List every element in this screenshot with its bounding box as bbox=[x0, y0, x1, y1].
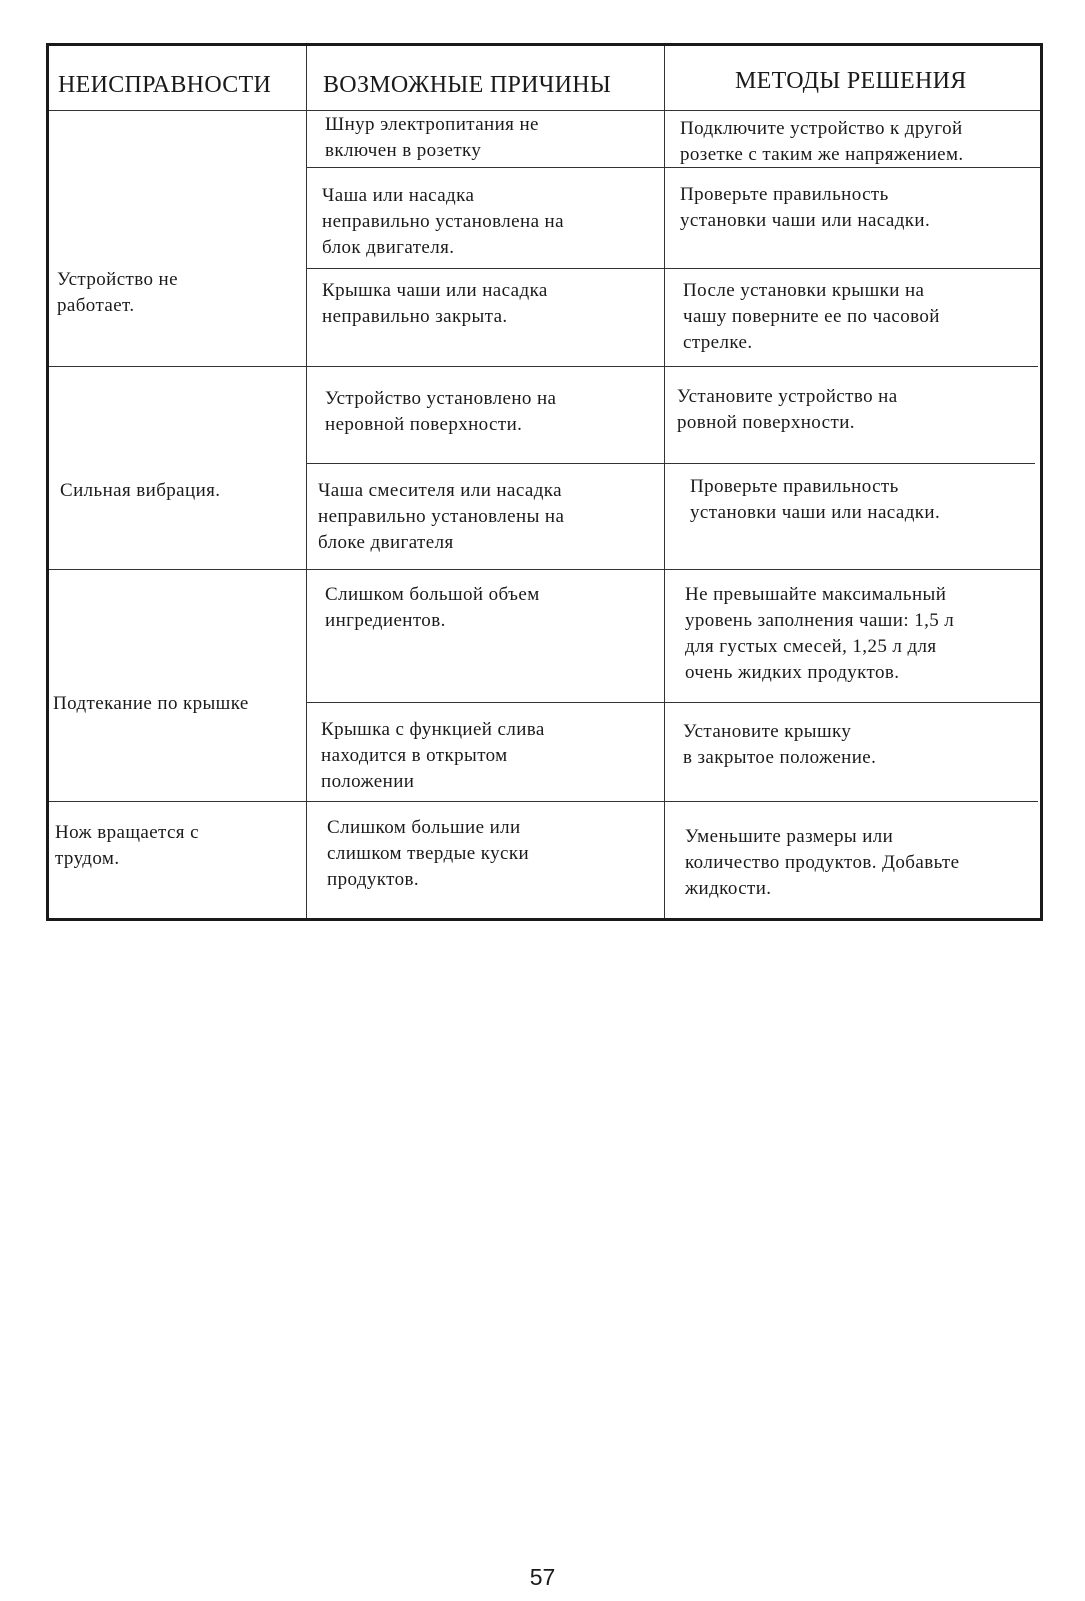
solution-cell: Подключите устройство к другой розетке с таким же напряжением. bbox=[680, 118, 964, 165]
cause-cell: Устройство установлено на неровной поверхности. bbox=[325, 388, 557, 435]
page-number: 57 bbox=[529, 1564, 556, 1590]
fault-not-working: Устройство не работает. bbox=[57, 269, 178, 316]
row-divider bbox=[306, 463, 1035, 464]
cause-cell: Слишком большой объем ингредиентов. bbox=[325, 584, 540, 631]
cause-cell: Чаша или насадка неправильно установлена на блок двигателя. bbox=[322, 185, 564, 258]
solution-cell: Проверьте правильность установки чаши или насадки. bbox=[690, 476, 941, 523]
fault-strong-vibration: Сильная вибрация. bbox=[60, 480, 221, 501]
fault-lid-leak: Подтекание по крышке bbox=[53, 693, 249, 714]
header-causes: ВОЗМОЖНЫЕ ПРИЧИНЫ bbox=[323, 72, 612, 98]
header-solutions: МЕТОДЫ РЕШЕНИЯ bbox=[735, 68, 967, 94]
cause-cell: Крышка чаши или насадка неправильно закрыта. bbox=[322, 280, 548, 327]
cause-cell: Слишком большие или слишком твердые куски продуктов. bbox=[327, 817, 530, 890]
row-divider bbox=[306, 268, 1040, 269]
solution-cell: Проверьте правильность установки чаши или насадки. bbox=[680, 184, 931, 231]
cause-cell: Чаша смесителя или насадка неправильно установлены на блоке двигателя bbox=[318, 480, 565, 553]
header-divider bbox=[49, 110, 1040, 111]
column-divider bbox=[664, 46, 665, 918]
solution-cell: Уменьшите размеры или количество продуктов. Добавьте жидкости. bbox=[685, 826, 960, 899]
row-divider bbox=[306, 702, 1040, 703]
group-divider bbox=[49, 569, 1040, 570]
solution-cell: После установки крышки на чашу поверните ее по часовой стрелке. bbox=[683, 280, 940, 353]
solution-cell: Установите крышку в закрытое положение. bbox=[683, 721, 877, 768]
cause-cell: Крышка с функцией слива находится в открытом положении bbox=[321, 719, 545, 792]
group-divider bbox=[49, 366, 1038, 367]
header-faults: НЕИСПРАВНОСТИ bbox=[58, 72, 272, 98]
cause-cell: Шнур электропитания не включен в розетку bbox=[325, 114, 539, 161]
column-divider bbox=[306, 46, 307, 918]
solution-cell: Не превышайте максимальный уровень заполнения чаши: 1,5 л для густых смесей, 1,25 л для очень жидких продуктов. bbox=[685, 584, 955, 683]
group-divider bbox=[49, 801, 1038, 802]
fault-blade-rotation: Нож вращается с трудом. bbox=[55, 822, 199, 869]
solution-cell: Установите устройство на ровной поверхности. bbox=[677, 386, 898, 433]
